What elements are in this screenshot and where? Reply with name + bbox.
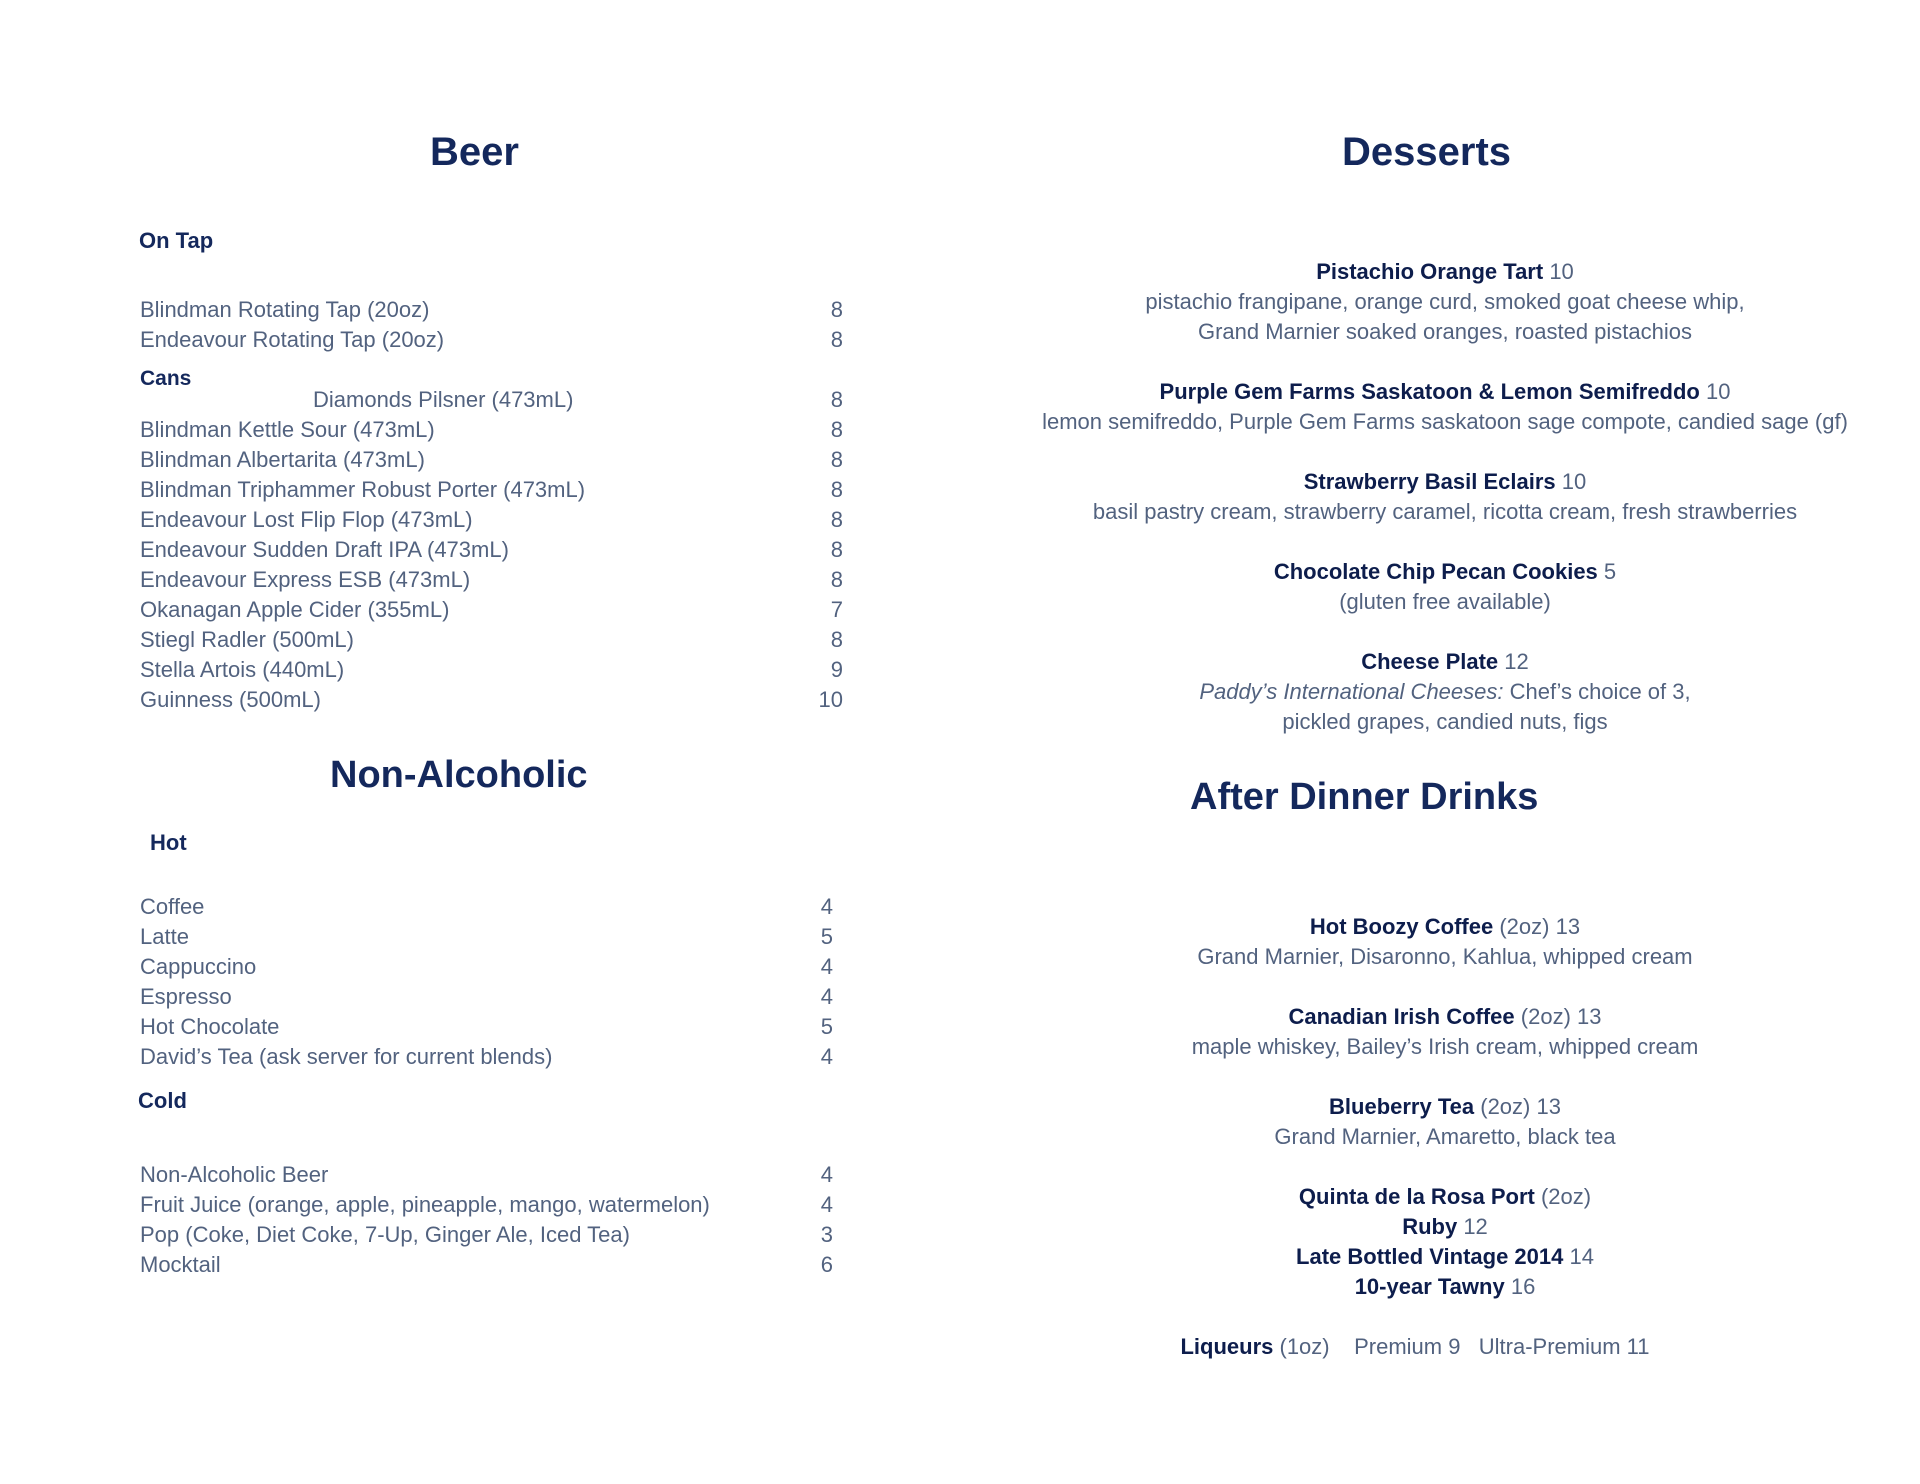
list-item: Strawberry Basil Eclairs 10	[1303, 469, 1587, 494]
cold-heading: Cold	[138, 1088, 187, 1113]
item-description: Grand Marnier soaked oranges, roasted pistachios	[1197, 319, 1693, 344]
price: 8	[830, 327, 843, 352]
list-item: Diamonds Pilsner (473mL)	[313, 387, 574, 412]
list-item: Endeavour Rotating Tap (20oz)	[140, 327, 445, 352]
list-item: Endeavour Lost Flip Flop (473mL)	[140, 507, 473, 532]
list-item: Espresso	[140, 984, 232, 1009]
list-item: Endeavour Sudden Draft IPA (473mL)	[140, 537, 509, 562]
list-item: Coffee	[140, 894, 205, 919]
item-description: (gluten free available)	[1339, 589, 1551, 614]
list-item: Cappuccino	[140, 954, 257, 979]
price: 7	[830, 597, 843, 622]
list-item: Fruit Juice (orange, apple, pineapple, mango, watermelon)	[140, 1192, 710, 1217]
price: 4	[820, 1044, 833, 1069]
item-description: maple whiskey, Bailey’s Irish cream, whipped cream	[1191, 1034, 1699, 1059]
list-item: Hot Chocolate	[140, 1014, 280, 1039]
price: 8	[830, 537, 843, 562]
on-tap-list	[140, 295, 444, 355]
list-item: Latte	[140, 924, 189, 949]
list-item: Late Bottled Vintage 2014 14	[1296, 1244, 1594, 1269]
list-item: Blindman Kettle Sour (473mL)	[140, 417, 435, 442]
list-item: Endeavour Express ESB (473mL)	[140, 567, 471, 592]
price: 4	[820, 984, 833, 1009]
price: 5	[820, 1014, 833, 1039]
list-item: Pistachio Orange Tart 10	[1316, 259, 1574, 284]
item-description: Grand Marnier, Amaretto, black tea	[1274, 1124, 1616, 1149]
hot-list	[140, 892, 552, 1072]
hot-prices	[813, 892, 833, 1072]
on-tap-prices	[823, 295, 843, 355]
list-item: Liqueurs (1oz) Premium 9 Ultra-Premium 11	[1180, 1334, 1650, 1359]
price: 8	[830, 297, 843, 322]
price: 4	[820, 1162, 833, 1187]
price: 4	[820, 1192, 833, 1217]
item-description: pistachio frangipane, orange curd, smoked goat cheese whip,	[1145, 289, 1745, 314]
after-dinner-list	[1030, 912, 1860, 1362]
desserts-title: Desserts	[1342, 130, 1512, 174]
price: 8	[830, 447, 843, 472]
price: 8	[830, 417, 843, 442]
price: 5	[820, 924, 833, 949]
cans-prices	[808, 385, 843, 715]
price: 3	[820, 1222, 833, 1247]
list-item: Hot Boozy Coffee (2oz) 13	[1309, 914, 1581, 939]
list-item: Stella Artois (440mL)	[140, 657, 345, 682]
list-item: Non-Alcoholic Beer	[140, 1162, 329, 1187]
list-item: Blindman Triphammer Robust Porter (473mL)	[140, 477, 586, 502]
on-tap-heading: On Tap	[139, 228, 214, 253]
list-item: Cheese Plate 12	[1361, 649, 1529, 674]
desserts-list	[1030, 257, 1860, 737]
price: 8	[830, 507, 843, 532]
list-item: Blueberry Tea (2oz) 13	[1329, 1094, 1561, 1119]
list-item: Stiegl Radler (500mL)	[140, 627, 354, 652]
item-description: Paddy’s International Cheeses: Chef’s choice of 3,	[1199, 679, 1691, 704]
cold-prices	[813, 1160, 833, 1280]
non-alcoholic-title: Non-Alcoholic	[330, 754, 588, 796]
item-description: Grand Marnier, Disaronno, Kahlua, whipped cream	[1197, 944, 1693, 969]
hot-heading: Hot	[150, 830, 187, 855]
price: 8	[830, 387, 843, 412]
list-item: Canadian Irish Coffee (2oz) 13	[1288, 1004, 1602, 1029]
list-item: Blindman Rotating Tap (20oz)	[140, 297, 430, 322]
price: 4	[820, 954, 833, 979]
cans-list	[140, 415, 585, 715]
price: 6	[820, 1252, 833, 1277]
list-item: Guinness (500mL)	[140, 687, 321, 712]
list-item: Blindman Albertarita (473mL)	[140, 447, 425, 472]
list-item: 10-year Tawny 16	[1354, 1274, 1536, 1299]
price: 8	[830, 627, 843, 652]
list-item: David’s Tea (ask server for current blends)	[140, 1044, 553, 1069]
price: 10	[818, 687, 843, 712]
list-item: Chocolate Chip Pecan Cookies 5	[1273, 559, 1617, 584]
price: 4	[820, 894, 833, 919]
item-description: basil pastry cream, strawberry caramel, ricotta cream, fresh strawberries	[1092, 499, 1798, 524]
list-item: Purple Gem Farms Saskatoon & Lemon Semifreddo 10	[1159, 379, 1731, 404]
list-item: Mocktail	[140, 1252, 221, 1277]
price: 8	[830, 477, 843, 502]
price: 9	[830, 657, 843, 682]
after-dinner-title: After Dinner Drinks	[1190, 776, 1539, 818]
cold-list	[140, 1160, 710, 1280]
beer-title: Beer	[430, 130, 519, 174]
list-item: Ruby 12	[1402, 1214, 1488, 1239]
list-item: Quinta de la Rosa Port (2oz)	[1298, 1184, 1592, 1209]
list-item: Pop (Coke, Diet Coke, 7-Up, Ginger Ale, Iced Tea)	[140, 1222, 630, 1247]
item-description: pickled grapes, candied nuts, figs	[1282, 709, 1608, 734]
cans-heading: Cans	[140, 367, 192, 390]
price: 8	[830, 567, 843, 592]
item-description: lemon semifreddo, Purple Gem Farms saskatoon sage compote, candied sage (gf)	[1042, 409, 1848, 434]
list-item: Okanagan Apple Cider (355mL)	[140, 597, 450, 622]
